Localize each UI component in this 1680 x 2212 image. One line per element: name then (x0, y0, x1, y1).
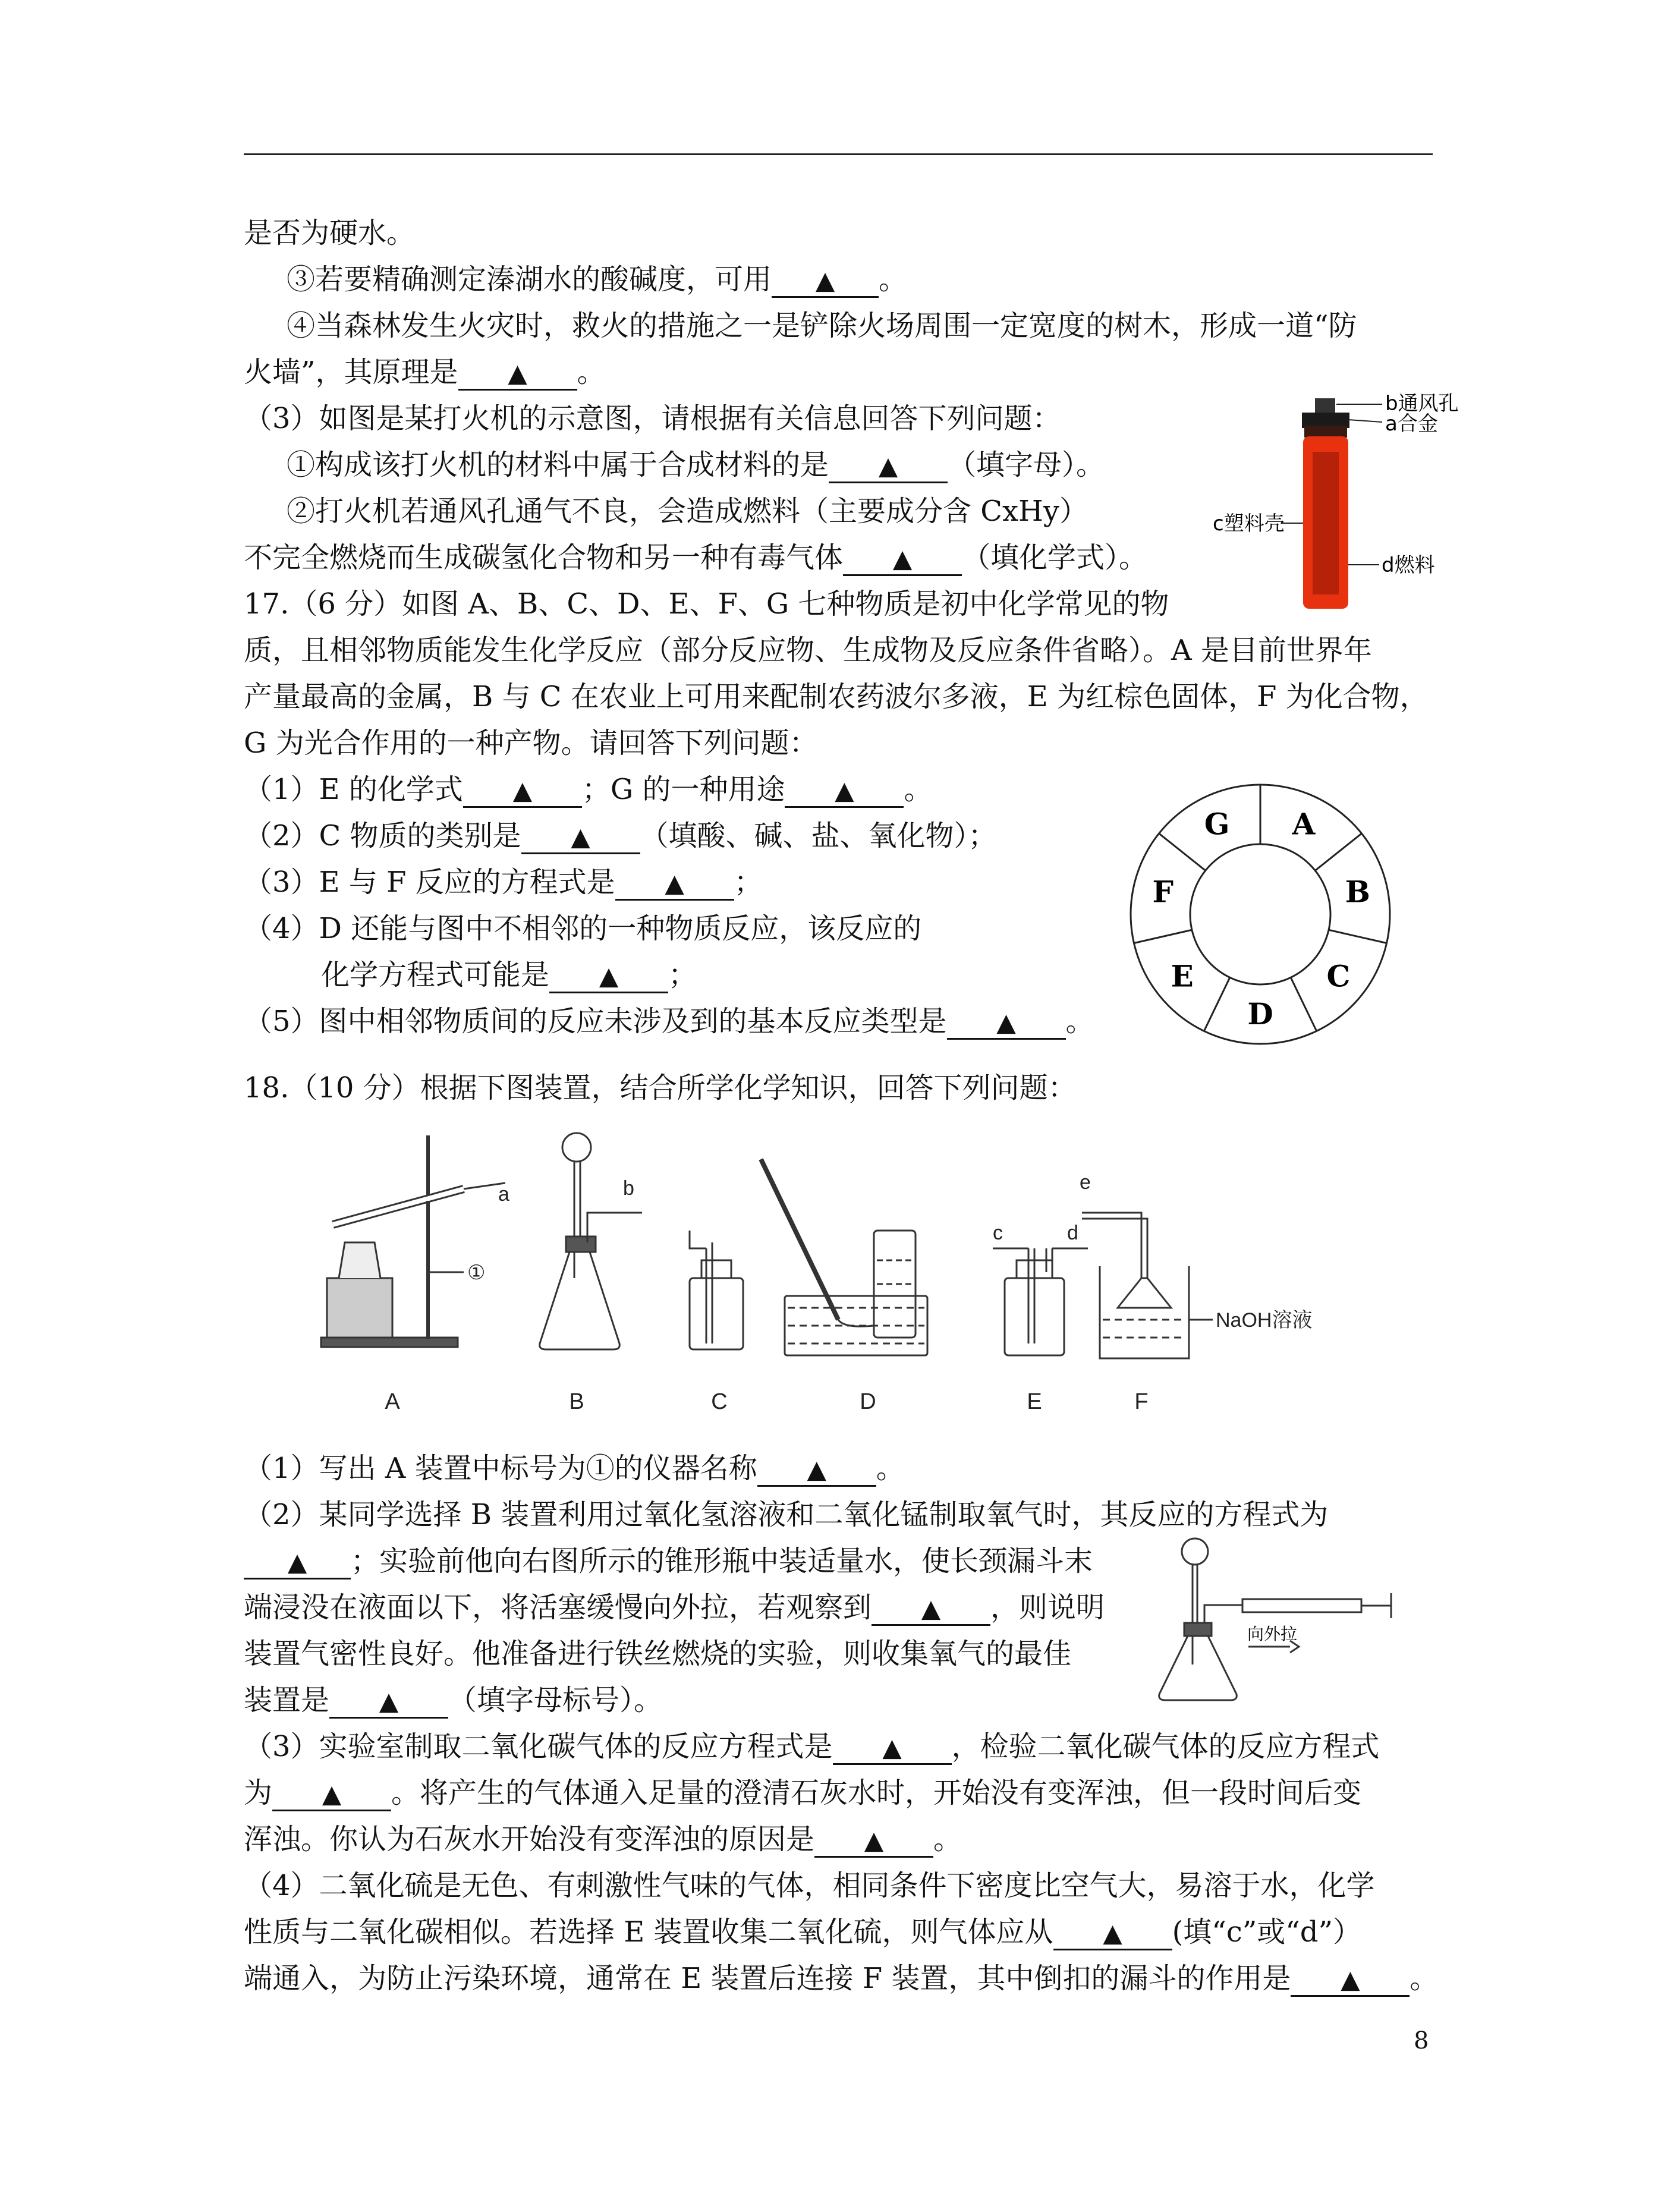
label-e: E (1027, 1389, 1042, 1414)
question-line: ▲ ；实验前他向右图所示的锥形瓶中装适量水，使长颈漏斗末 (244, 1543, 1093, 1579)
answer-blank[interactable]: ▲ (521, 822, 640, 854)
wheel-label-f: F (1152, 874, 1174, 910)
vent-label: b通风孔 (1385, 392, 1459, 416)
lighter-neck (1304, 426, 1347, 438)
apparatus-e (993, 1248, 1088, 1355)
page-number: 8 (1414, 2027, 1429, 2054)
fuel-chamber (1313, 452, 1339, 594)
vent-hole (1315, 398, 1335, 414)
apparatus-d (761, 1159, 927, 1355)
wheel-label-g: G (1204, 806, 1230, 842)
question-line: 装置是 ▲ （填字母标号）。 (244, 1682, 662, 1719)
question-line: （1）E 的化学式 ▲ ；G 的一种用途 ▲ 。 (244, 772, 932, 808)
text-line: （3）如图是某打火机的示意图，请根据有关信息回答下列问题： (244, 402, 1061, 435)
wheel-divider (1315, 833, 1361, 870)
label-b: B (569, 1389, 584, 1414)
label-f: F (1134, 1389, 1149, 1414)
apparatus-c (690, 1231, 743, 1349)
question-line: 端通入，为防止污染环境，通常在 E 装置后连接 F 装置，其中倒扣的漏斗的作用是 ▲ 。 (244, 1961, 1438, 1997)
label-a: A (385, 1389, 400, 1414)
mark-one: ① (467, 1261, 486, 1284)
answer-blank[interactable]: ▲ (329, 1686, 448, 1719)
answer-blank[interactable]: ▲ (785, 775, 904, 808)
header-rule (244, 153, 1433, 155)
mark-c: c (993, 1222, 1003, 1244)
text-line: 装置气密性良好。他准备进行铁丝燃烧的实验，则收集氧气的最佳 (244, 1637, 1072, 1670)
answer-blank[interactable]: ▲ (814, 1825, 933, 1858)
shell-label: c塑料壳 (1213, 512, 1285, 536)
wheel-label-c: C (1326, 958, 1351, 994)
wheel-divider (1204, 977, 1229, 1031)
answer-blank[interactable]: ▲ (772, 265, 879, 298)
apparatus-figure (309, 1124, 1391, 1421)
question-line: 端浸没在液面以下，将活塞缓慢向外拉，若观察到 ▲ ，则说明 (244, 1590, 1105, 1626)
question-line: ③若要精确测定溱湖水的酸碱度，可用 ▲ 。 (287, 262, 907, 298)
label-d: D (860, 1389, 876, 1414)
lighter-figure (1213, 380, 1510, 618)
apparatus-b (540, 1133, 642, 1349)
answer-blank[interactable]: ▲ (549, 961, 668, 993)
wheel-divider (1329, 930, 1386, 943)
text-line: （4）D 还能与图中不相邻的一种物质反应，该反应的 (244, 912, 922, 945)
question-line: 为 ▲ 。将产生的气体通入足量的澄清石灰水时，开始没有变浑浊，但一段时间后变 (244, 1775, 1361, 1811)
question-heading: 17.（6 分）如图 A、B、C、D、E、F、G 七种物质是初中化学常见的物 (244, 587, 1169, 621)
wheel-divider (1159, 833, 1206, 870)
inner-ring (1190, 844, 1330, 984)
wheel-label-e: E (1171, 958, 1194, 994)
fuel-label: d燃料 (1382, 553, 1435, 577)
syringe-figure (1141, 1534, 1403, 1712)
text-line: （4）二氧化硫是无色、有刺激性气味的气体，相同条件下密度比空气大，易溶于水，化学 (244, 1869, 1375, 1902)
question-line: （1）写出 A 装置中标号为①的仪器名称 ▲ 。 (244, 1450, 905, 1487)
text-line: ④当森林发生火灾时，救火的措施之一是铲除火场周围一定宽度的树木，形成一道“防 (287, 309, 1357, 342)
wheel-label-d: D (1247, 996, 1273, 1031)
alloy-label: a合金 (1385, 412, 1438, 436)
wheel-label-b: B (1345, 874, 1370, 910)
mark-a: a (498, 1183, 509, 1206)
question-line: 浑浊。你认为石灰水开始没有变浑浊的原因是 ▲ 。 (244, 1821, 962, 1858)
answer-blank[interactable]: ▲ (1053, 1918, 1172, 1950)
text-line: G 为光合作用的一种产物。请回答下列问题： (244, 726, 818, 760)
wheel-divider (1134, 930, 1191, 943)
answer-blank[interactable]: ▲ (272, 1779, 391, 1811)
text-line: ②打火机若通风孔通气不良，会造成燃料（主要成分含 CxHy） (287, 495, 1088, 528)
mark-b: b (623, 1177, 634, 1200)
answer-blank[interactable]: ▲ (458, 358, 577, 391)
substance-wheel (1124, 778, 1397, 1051)
text-line: （2）某同学选择 B 装置利用过氧化氢溶液和二氧化锰制取氧气时，其反应的方程式为 (244, 1498, 1329, 1531)
question-line: 化学方程式可能是 ▲ ； (321, 957, 697, 993)
question-line: ①构成该打火机的材料中属于合成材料的是 ▲ （填字母）。 (287, 447, 1105, 483)
answer-blank[interactable]: ▲ (757, 1454, 876, 1487)
question-line: （2）C 物质的类别是 ▲ （填酸、碱、盐、氧化物）； (244, 818, 997, 854)
answer-blank[interactable]: ▲ (843, 543, 962, 576)
question-line: （3）E 与 F 反应的方程式是 ▲ ； (244, 864, 763, 901)
text-line: 是否为硬水。 (244, 216, 416, 250)
answer-blank[interactable]: ▲ (615, 868, 734, 901)
label-c: C (711, 1389, 728, 1414)
apparatus-a (321, 1135, 505, 1347)
answer-blank[interactable]: ▲ (1291, 1964, 1410, 1997)
wheel-label-a: A (1292, 806, 1316, 842)
pull-label: 向外拉 (1247, 1624, 1298, 1644)
answer-blank[interactable]: ▲ (947, 1007, 1066, 1040)
answer-blank[interactable]: ▲ (872, 1593, 990, 1626)
mark-d: d (1067, 1222, 1078, 1244)
question-line: （5）图中相邻物质间的反应未涉及到的基本反应类型是 ▲ 。 (244, 1003, 1094, 1040)
apparatus-f (1082, 1213, 1213, 1358)
answer-blank[interactable]: ▲ (463, 775, 582, 808)
question-heading: 18.（10 分）根据下图装置，结合所学化学知识，回答下列问题： (244, 1071, 1077, 1105)
answer-blank[interactable]: ▲ (833, 1732, 952, 1765)
question-line: 不完全燃烧而生成碳氢化合物和另一种有毒气体 ▲ （填化学式）。 (244, 540, 1147, 576)
question-line: （3）实验室制取二氧化碳气体的反应方程式是 ▲ ，检验二氧化碳气体的反应方程式 (244, 1729, 1380, 1765)
mark-e: e (1080, 1171, 1091, 1194)
answer-blank[interactable]: ▲ (244, 1547, 351, 1579)
wheel-divider (1291, 977, 1316, 1031)
question-line: 火墙”，其原理是 ▲ 。 (244, 354, 606, 391)
text-line: 产量最高的金属，B 与 C 在农业上可用来配制农药波尔多液，E 为红棕色固体，F 为化合物， (244, 680, 1429, 713)
question-line: 性质与二氧化碳相似。若选择 E 装置收集二氧化硫，则气体应从 ▲ (填“c”或“d”） (244, 1914, 1361, 1950)
text-line: 质，且相邻物质能发生化学反应（部分反应物、生成物及反应条件省略）。A 是目前世界年 (244, 634, 1372, 667)
answer-blank[interactable]: ▲ (829, 451, 948, 483)
syringe-barrel (1242, 1599, 1361, 1612)
mark-naoh: NaOH溶液 (1216, 1309, 1313, 1332)
